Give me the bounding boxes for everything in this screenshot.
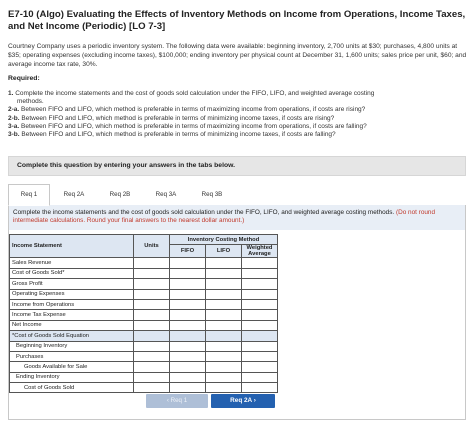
row-label-beginning-inventory: Beginning Inventory bbox=[10, 341, 134, 351]
table-row bbox=[10, 372, 278, 382]
weighted-input[interactable] bbox=[242, 372, 278, 382]
weighted-input[interactable] bbox=[242, 341, 278, 351]
fifo-input[interactable] bbox=[170, 289, 206, 299]
units-input[interactable] bbox=[134, 289, 170, 299]
lifo-input[interactable] bbox=[206, 310, 242, 320]
header-fifo: FIFO bbox=[170, 245, 206, 258]
weighted-input[interactable] bbox=[242, 268, 278, 278]
tab-req-2b[interactable]: Req 2B bbox=[109, 191, 131, 198]
weighted-input[interactable] bbox=[242, 320, 278, 330]
fifo-input[interactable] bbox=[170, 258, 206, 268]
table-row bbox=[10, 279, 278, 289]
tab-req-2a[interactable]: Req 2A bbox=[63, 191, 85, 198]
lifo-input[interactable] bbox=[206, 279, 242, 289]
units-input[interactable] bbox=[134, 372, 170, 382]
units-input[interactable] bbox=[134, 299, 170, 309]
row-label-goods-available: Goods Available for Sale bbox=[10, 362, 134, 372]
requirements-list bbox=[8, 90, 468, 139]
lifo-input[interactable] bbox=[206, 299, 242, 309]
tab-req-3b[interactable]: Req 3B bbox=[201, 191, 223, 198]
header-income-statement: Income Statement bbox=[10, 235, 134, 258]
row-label-sales-revenue: Sales Revenue bbox=[10, 258, 134, 268]
table-row bbox=[10, 383, 278, 393]
table-row bbox=[10, 320, 278, 330]
tabs-banner: Complete this question by entering your answers in the tabs below. bbox=[8, 156, 466, 176]
fifo-input[interactable] bbox=[170, 341, 206, 351]
row-label-cogs: Cost of Goods Sold* bbox=[10, 268, 134, 278]
cogs-equation-spacer bbox=[170, 331, 206, 341]
required-label: Required: bbox=[8, 75, 40, 82]
cogs-equation-spacer bbox=[206, 331, 242, 341]
header-units: Units bbox=[134, 235, 170, 258]
table-row bbox=[10, 341, 278, 351]
table-row bbox=[10, 362, 278, 372]
units-input[interactable] bbox=[134, 279, 170, 289]
requirement-3a: 3-a. Between FIFO and LIFO, which method is preferable in terms of maximizing income from operations, if costs are falling? bbox=[8, 122, 367, 130]
fifo-input[interactable] bbox=[170, 268, 206, 278]
requirement-2b: 2-b. Between FIFO and LIFO, which method is preferable in terms of minimizing income taxes, if costs are rising? bbox=[8, 114, 335, 122]
units-input[interactable] bbox=[134, 320, 170, 330]
lifo-input[interactable] bbox=[206, 383, 242, 393]
header-weighted-average: Weighted Average bbox=[242, 245, 278, 258]
weighted-input[interactable] bbox=[242, 362, 278, 372]
fifo-input[interactable] bbox=[170, 372, 206, 382]
prev-req-button[interactable]: ‹ Req 1 bbox=[146, 394, 208, 408]
requirement-1: 1. Complete the income statements and the cost of goods sold calculation under the FIFO, LIFO, and weighted average costing bbox=[8, 90, 375, 97]
fifo-input[interactable] bbox=[170, 383, 206, 393]
weighted-input[interactable] bbox=[242, 279, 278, 289]
row-label-cost-of-goods-sold: Cost of Goods Sold bbox=[10, 383, 134, 393]
units-input[interactable] bbox=[134, 341, 170, 351]
requirement-2a: 2-a. Between FIFO and LIFO, which method is preferable in terms of maximizing income from operations, if costs are rising? bbox=[8, 106, 366, 114]
lifo-input[interactable] bbox=[206, 372, 242, 382]
problem-title: E7-10 (Algo) Evaluating the Effects of Inventory Methods on Income from Operations, Income Taxes, and Net Income (Periodic) [LO 7-3] bbox=[8, 9, 466, 32]
weighted-input[interactable] bbox=[242, 299, 278, 309]
rounding-note: (Do not round intermediate calculations. Round your final answers to the nearest dollar amount.) bbox=[13, 209, 436, 224]
problem-intro: Courtney Company uses a periodic inventory system. The following data were available: beginning inventory, 2,700 units at $30; purchases, 4,800 units at $35; operating expenses (excluding income taxes), $100,000; ending inventory per physical count at December 31, 1,600 units; sales price per unit, $60; and average income tax rate, 30%. bbox=[8, 43, 467, 68]
lifo-input[interactable] bbox=[206, 289, 242, 299]
weighted-input[interactable] bbox=[242, 289, 278, 299]
weighted-input[interactable] bbox=[242, 310, 278, 320]
fifo-input[interactable] bbox=[170, 310, 206, 320]
header-lifo: LIFO bbox=[206, 245, 242, 258]
units-input[interactable] bbox=[134, 268, 170, 278]
units-input[interactable] bbox=[134, 362, 170, 372]
fifo-input[interactable] bbox=[170, 351, 206, 361]
table-row bbox=[10, 299, 278, 309]
units-input[interactable] bbox=[134, 310, 170, 320]
requirement-1-cont: methods. bbox=[17, 98, 44, 106]
row-label-gross-profit: Gross Profit bbox=[10, 279, 134, 289]
tab-bar bbox=[8, 184, 466, 206]
fifo-input[interactable] bbox=[170, 279, 206, 289]
table-row bbox=[10, 268, 278, 278]
weighted-input[interactable] bbox=[242, 351, 278, 361]
row-label-net-income: Net Income bbox=[10, 320, 134, 330]
lifo-input[interactable] bbox=[206, 268, 242, 278]
table-row bbox=[10, 258, 278, 268]
fifo-input[interactable] bbox=[170, 362, 206, 372]
row-label-operating-expenses: Operating Expenses bbox=[10, 289, 134, 299]
row-label-income-tax-expense: Income Tax Expense bbox=[10, 310, 134, 320]
row-label-income-from-operations: Income from Operations bbox=[10, 299, 134, 309]
tab-content-panel bbox=[8, 205, 466, 420]
instructions-text: Complete the income statements and the cost of goods sold calculation under the FIFO, LIFO, and weighted average costing methods. bbox=[13, 209, 395, 216]
cogs-equation-spacer bbox=[134, 331, 170, 341]
lifo-input[interactable] bbox=[206, 320, 242, 330]
weighted-input[interactable] bbox=[242, 383, 278, 393]
table-row bbox=[10, 310, 278, 320]
cogs-equation-spacer bbox=[242, 331, 278, 341]
instructions-box bbox=[9, 205, 465, 230]
tab-req-1[interactable]: Req 1 bbox=[8, 184, 50, 206]
income-statement-table bbox=[9, 234, 278, 393]
units-input[interactable] bbox=[134, 351, 170, 361]
fifo-input[interactable] bbox=[170, 320, 206, 330]
weighted-input[interactable] bbox=[242, 258, 278, 268]
requirement-3b: 3-b. Between FIFO and LIFO, which method is preferable in terms of minimizing income taxes, if costs are falling? bbox=[8, 131, 336, 139]
units-input[interactable] bbox=[134, 258, 170, 268]
row-label-cogs-equation: *Cost of Goods Sold Equation bbox=[10, 331, 134, 341]
units-input[interactable] bbox=[134, 383, 170, 393]
table-row bbox=[10, 331, 278, 341]
lifo-input[interactable] bbox=[206, 341, 242, 351]
next-req-button[interactable]: Req 2A › bbox=[211, 394, 275, 408]
lifo-input[interactable] bbox=[206, 362, 242, 372]
row-label-purchases: Purchases bbox=[10, 351, 134, 361]
table-row bbox=[10, 351, 278, 361]
lifo-input[interactable] bbox=[206, 258, 242, 268]
table-row bbox=[10, 289, 278, 299]
lifo-input[interactable] bbox=[206, 351, 242, 361]
fifo-input[interactable] bbox=[170, 299, 206, 309]
row-label-ending-inventory: Ending Inventory bbox=[10, 372, 134, 382]
header-costing-method: Inventory Costing Method bbox=[170, 235, 278, 245]
tab-req-3a[interactable]: Req 3A bbox=[155, 191, 177, 198]
